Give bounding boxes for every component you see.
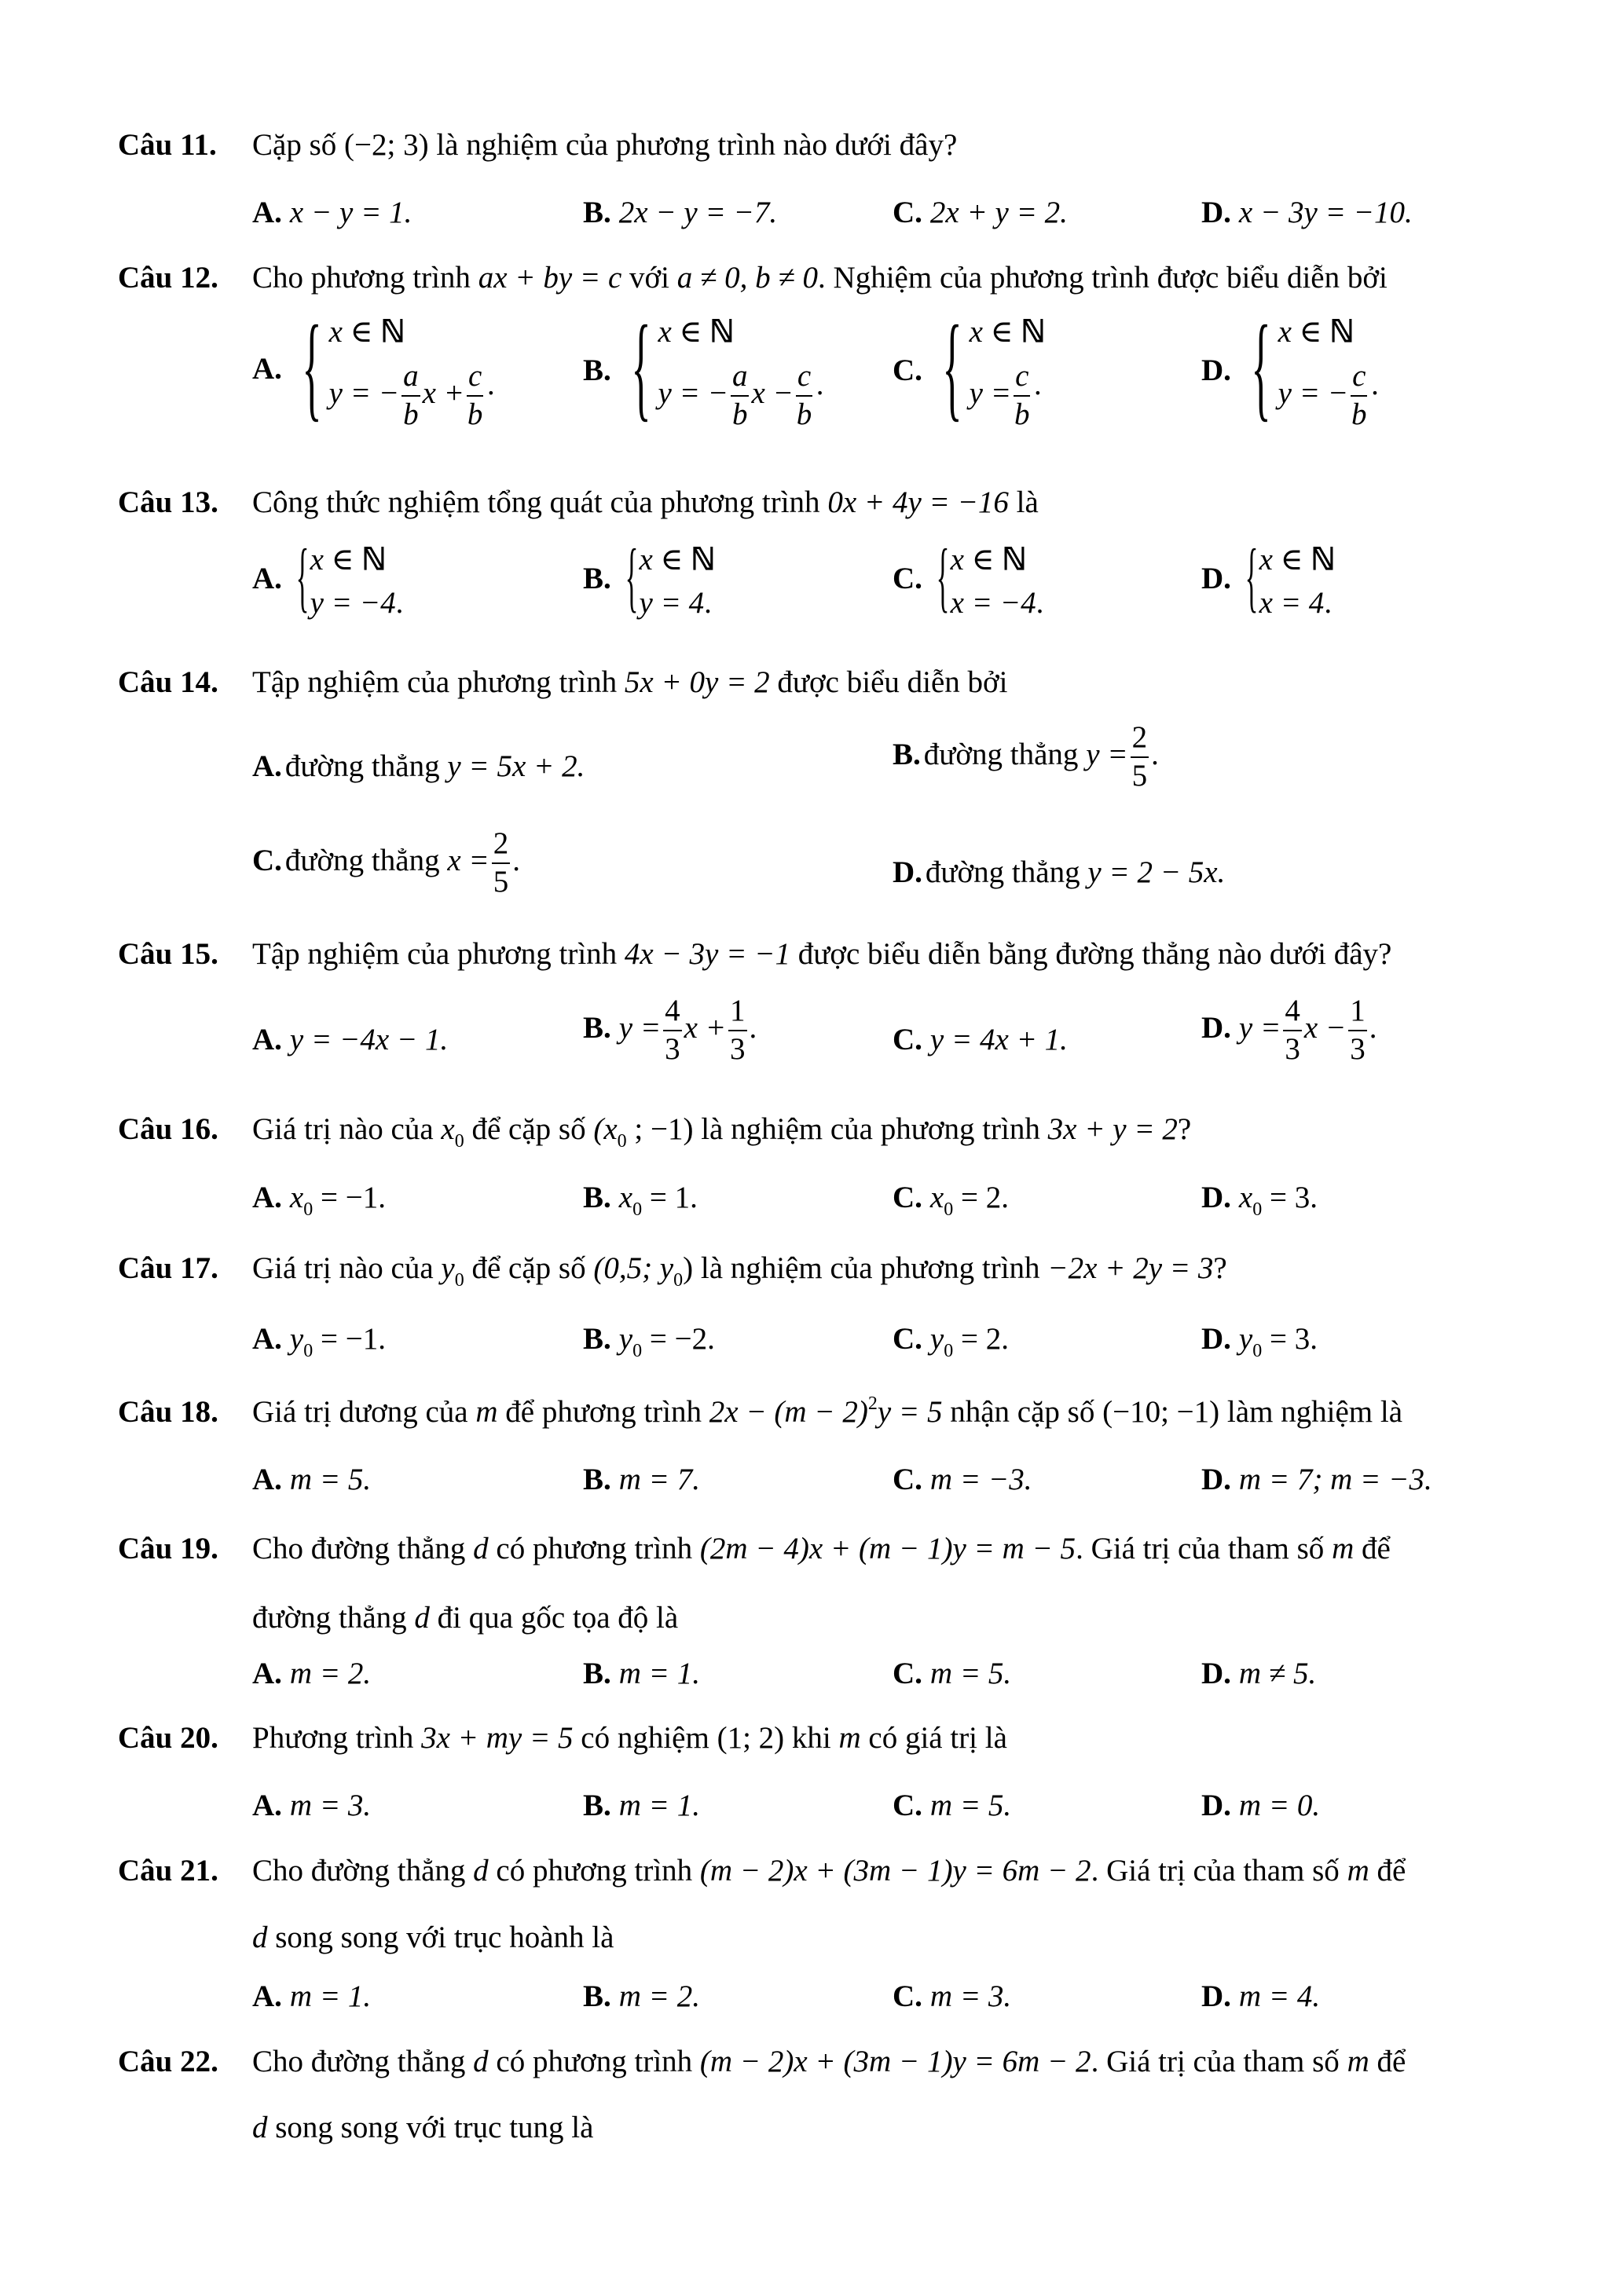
option-a[interactable]: A. m = 1. xyxy=(252,1979,372,2013)
option-b[interactable]: B. 2x − y = −7. xyxy=(583,196,778,229)
question-label: Câu 14. xyxy=(118,665,218,699)
question-label: Câu 13. xyxy=(118,485,218,519)
option-b[interactable]: B. m = 2. xyxy=(583,1979,700,2013)
question-label: Câu 22. xyxy=(118,2045,218,2078)
option-c[interactable]: C. m = −3. xyxy=(893,1463,1032,1496)
option-a[interactable]: A. $y_0 = -1$. xyxy=(252,1322,386,1361)
option-b[interactable]: B. m = 7. xyxy=(583,1463,700,1496)
left-brace-icon: { xyxy=(630,302,651,432)
question-text: Phương trình 3x + my = 5 có nghiệm (1; 2) khi m có giá trị là xyxy=(252,1721,1007,1755)
question-text: Giá trị dương của m để phương trình $2x - (m - 2)^2y = 5$ nhận cặp số (−10; −1) làm nghiệm là xyxy=(252,1393,1403,1429)
question-text: Cho đường thẳng d có phương trình (m − 2)x + (3m − 1)y = 6m − 2. Giá trị của tham số m để xyxy=(252,1854,1406,1888)
option-c[interactable]: C. y = 4x + 1. xyxy=(893,1023,1068,1056)
option-a[interactable]: A. m = 5. xyxy=(252,1463,372,1496)
option-c[interactable]: C. m = 5. xyxy=(893,1657,1012,1690)
option-a[interactable]: A. y = −4x − 1. xyxy=(252,1023,449,1056)
question-label: Câu 16. xyxy=(118,1112,218,1146)
question-label: Câu 18. xyxy=(118,1395,218,1429)
option-d[interactable]: D. { x ∈ ℕ y = − $\frac{c}{b}$ · xyxy=(1201,302,1380,432)
option-c[interactable]: C. m = 5. xyxy=(893,1789,1012,1822)
option-b[interactable]: B. y = $\frac{4}{3}$ x + $\frac{1}{3}$ . xyxy=(583,994,757,1066)
option-c[interactable]: C. { x ∈ ℕ x = −4. xyxy=(893,533,1044,620)
question-label: Câu 20. xyxy=(118,1721,218,1755)
left-brace-icon: { xyxy=(295,533,310,620)
option-a[interactable]: A. x − y = 1. xyxy=(252,196,412,229)
option-a[interactable]: A. $x_0 = -1$. xyxy=(252,1181,386,1220)
question-text: Tập nghiệm của phương trình 4x − 3y = −1 được biểu diễn bằng đường thẳng nào dưới đây? xyxy=(252,937,1392,971)
left-brace-icon: { xyxy=(625,533,638,620)
left-brace-icon: { xyxy=(1251,302,1271,432)
question-text: Cho phương trình ax + by = c với a ≠ 0, b ≠ 0. Nghiệm của phương trình được biểu diễn bởi xyxy=(252,261,1388,295)
question-text: Tập nghiệm của phương trình 5x + 0y = 2 được biểu diễn bởi xyxy=(252,665,1008,699)
option-b[interactable]: B. m = 1. xyxy=(583,1789,700,1822)
left-brace-icon: { xyxy=(302,302,322,432)
option-d[interactable]: D. đường thẳng y = 2 − 5x. xyxy=(893,855,1226,889)
option-c[interactable]: C. $y_0 = 2$. xyxy=(893,1322,1009,1361)
question-text-continued: d song song với trục hoành là xyxy=(252,1921,614,1954)
option-b[interactable]: B. $y_0 = -2$. xyxy=(583,1322,715,1361)
option-a[interactable]: A. { x ∈ ℕ y = −4. xyxy=(252,533,404,620)
option-c[interactable]: C. m = 3. xyxy=(893,1979,1012,2013)
option-d[interactable]: D. $y_0 = 3$. xyxy=(1201,1322,1318,1361)
equation-system: { x ∈ ℕ y = $\frac{c}{b}$ · xyxy=(942,302,1044,432)
equation-system: { x ∈ ℕ y = 4. xyxy=(625,533,714,620)
option-d[interactable]: D. m = 4. xyxy=(1201,1979,1321,2013)
option-b[interactable]: B. { x ∈ ℕ y = − $\frac{a}{b}$ x − $\frac{c}{b}$ · xyxy=(583,302,826,432)
left-brace-icon: { xyxy=(936,533,950,620)
question-text-continued: đường thẳng d đi qua gốc tọa độ là xyxy=(252,1601,679,1635)
equation-system: { x ∈ ℕ y = − $\frac{c}{b}$ · xyxy=(1251,302,1380,432)
option-d[interactable]: D. x − 3y = −10. xyxy=(1201,196,1413,229)
question-label: Câu 17. xyxy=(118,1251,218,1285)
question-label: Câu 11. xyxy=(118,128,217,162)
option-c[interactable]: C. $x_0 = 2$. xyxy=(893,1181,1009,1220)
option-b[interactable]: B. m = 1. xyxy=(583,1657,700,1690)
question-label: Câu 21. xyxy=(118,1854,218,1888)
question-text: Cho đường thẳng d có phương trình (m − 2)x + (3m − 1)y = 6m − 2. Giá trị của tham số m để xyxy=(252,2045,1406,2078)
option-d[interactable]: D. { x ∈ ℕ x = 4. xyxy=(1201,533,1334,620)
equation-system: { x ∈ ℕ x = −4. xyxy=(936,533,1044,620)
option-d[interactable]: D. y = $\frac{4}{3}$ x − $\frac{1}{3}$ . xyxy=(1201,994,1377,1066)
left-brace-icon: { xyxy=(1245,533,1259,620)
option-d[interactable]: D. m ≠ 5. xyxy=(1201,1657,1317,1690)
option-d[interactable]: D. m = 0. xyxy=(1201,1789,1321,1822)
question-text: Cặp số (−2; 3) là nghiệm của phương trình nào dưới đây? xyxy=(252,128,958,162)
question-text-continued: d song song với trục tung là xyxy=(252,2111,594,2144)
question-text: Công thức nghiệm tổng quát của phương trình 0x + 4y = −16 là xyxy=(252,485,1039,519)
option-c[interactable]: C. đường thẳng x = $\frac{2}{5}$ . xyxy=(252,826,520,899)
equation-system: { x ∈ ℕ y = − $\frac{a}{b}$ x − $\frac{c}{b}$ · xyxy=(630,302,826,432)
option-b[interactable]: B. { x ∈ ℕ y = 4. xyxy=(583,533,714,620)
left-brace-icon: { xyxy=(942,302,962,432)
question-label: Câu 19. xyxy=(118,1532,218,1565)
option-b[interactable]: B. đường thẳng y = $\frac{2}{5}$ . xyxy=(893,720,1159,793)
option-a[interactable]: A. { x ∈ ℕ y = − $\frac{a}{b}$ x + $\frac{c}{b}$ · xyxy=(252,302,497,432)
equation-system: { x ∈ ℕ y = −4. xyxy=(295,533,404,620)
option-d[interactable]: D. $x_0 = 3$. xyxy=(1201,1181,1318,1220)
option-c[interactable]: C. 2x + y = 2. xyxy=(893,196,1068,229)
option-d[interactable]: D. m = 7; m = −3. xyxy=(1201,1463,1432,1496)
question-label: Câu 15. xyxy=(118,937,218,971)
option-a[interactable]: A. đường thẳng y = 5x + 2. xyxy=(252,749,585,783)
option-a[interactable]: A. m = 3. xyxy=(252,1789,372,1822)
question-text: Giá trị nào của $x_0$ để cặp số ($x_0$ ; −1) là nghiệm của phương trình 3x + y = 2? xyxy=(252,1112,1192,1152)
question-label: Câu 12. xyxy=(118,261,218,295)
option-a[interactable]: A. m = 2. xyxy=(252,1657,372,1690)
question-text: Cho đường thẳng d có phương trình (2m − 4)x + (m − 1)y = m − 5. Giá trị của tham số m để xyxy=(252,1532,1391,1565)
option-b[interactable]: B. $x_0 = 1$. xyxy=(583,1181,698,1220)
equation-system: { x ∈ ℕ y = − $\frac{a}{b}$ x + $\frac{c}{b}$ · xyxy=(302,302,497,432)
equation-system: { x ∈ ℕ x = 4. xyxy=(1245,533,1334,620)
option-c[interactable]: C. { x ∈ ℕ y = $\frac{c}{b}$ · xyxy=(893,302,1044,432)
question-text: Giá trị nào của $y_0$ để cặp số (0,5; $y_0$) là nghiệm của phương trình −2x + 2y = 3? xyxy=(252,1251,1227,1291)
